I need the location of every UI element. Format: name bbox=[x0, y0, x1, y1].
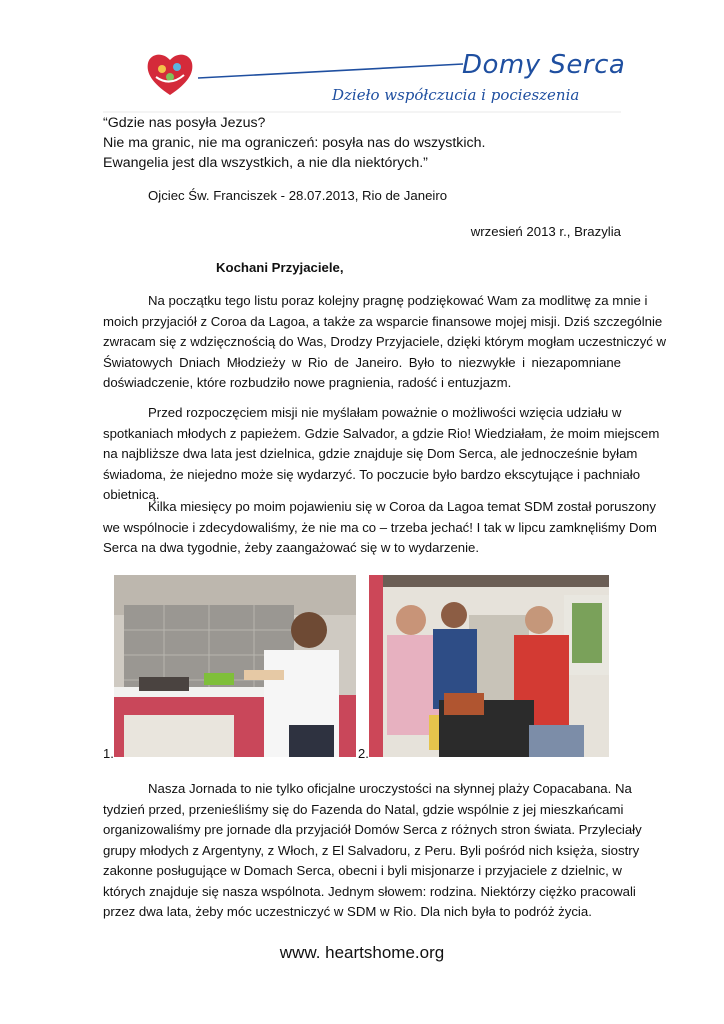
quote-line: Ewangelia jest dla wszystkich, a nie dla niektórych.” bbox=[103, 155, 428, 171]
date-place: wrzesień 2013 r., Brazylia bbox=[470, 224, 621, 239]
paragraph-line: tydzień przed, przenieśliśmy się do Fazenda do Natal, gdzie wspólnie z jej mieszkańcami bbox=[103, 801, 624, 817]
paragraph-line: przez dwa lata, żeby móc uczestniczyć w SDM w Rio. Dla nich była to podróż życia. bbox=[103, 904, 592, 919]
paragraph-line: grupy młodych z Argentyny, z Włoch, z El Salvadoru, z Peru. Byli pośród nich księża, siostry bbox=[103, 842, 640, 858]
photo-caption-1: 1. bbox=[103, 746, 114, 761]
paragraph-line: zakonne posługujące w Domach Serca, obecni i byli misjonarze i przyjaciele z dzielnic, w bbox=[103, 863, 622, 878]
paragraph-line: Przed rozpoczęciem misji nie myślałam poważnie o możliwości wzięcia udziału w bbox=[148, 405, 622, 420]
paragraph-2 bbox=[103, 403, 660, 506]
quote-line: Nie ma granic, nie ma ograniczeń: posyła nas do wszystkich. bbox=[103, 135, 486, 151]
paragraph-line: świadoma, że niejedno może się wydarzyć. To poczucie było bardzo ekscytujące i pachniało bbox=[103, 466, 641, 482]
paragraph-line: organizowaliśmy pre jornade dla przyjaciół Domów Serca z różnych stron świata. Przyleciały bbox=[103, 822, 642, 837]
quote-citation: Ojciec Św. Franciszek - 28.07.2013, Rio de Janeiro bbox=[148, 188, 448, 203]
quote-line: “Gdzie nas posyła Jezus? bbox=[103, 115, 266, 131]
paragraph-line: zwracam się z wdzięcznością do Was, Drodzy Przyjaciele, dzięki którym mogłam uczestniczyć w bbox=[103, 334, 667, 349]
brand-title: Domy Serca bbox=[462, 50, 626, 80]
paragraph-line: Kilka miesięcy po moim pojawieniu się w Coroa da Lagoa temat SDM został poruszony bbox=[148, 499, 656, 514]
paragraph-line: moich przyjaciół z Coroa da Lagoa, a także za wsparcie finansowe mojej misji. Dziś szczególnie bbox=[103, 313, 663, 329]
paragraph-3 bbox=[103, 497, 657, 559]
paragraph-line: Na początku tego listu poraz kolejny pragnę podziękować Wam za modlitwę za mnie i bbox=[148, 293, 648, 308]
paragraph-4 bbox=[103, 779, 642, 923]
paragraph-line: we wspólnocie i zdecydowaliśmy, że nie ma co – trzeba jechać! I tak w lipcu zamknęliśmy Dom bbox=[103, 519, 657, 535]
paragraph-line: Serca na dwa tygodnie, żeby zaangażować się w to wydarzenie. bbox=[103, 540, 480, 555]
paragraph-1 bbox=[103, 291, 667, 394]
salutation: Kochani Przyjaciele, bbox=[216, 260, 344, 275]
heart-logo-icon bbox=[146, 51, 194, 97]
paragraph-line: Nasza Jornada to nie tylko oficjalne uroczystości na słynnej plaży Copacabana. Na bbox=[148, 781, 632, 796]
paragraph-line: których znajduje się nasza wspólnota. Jednym słowem: rodzina. Niektórzy ciężko pracowali bbox=[103, 883, 636, 899]
footer-website: www. heartshome.org bbox=[279, 943, 445, 962]
paragraph-line: spotkaniach młodych z papieżem. Gdzie Salvador, a gdzie Rio! Wiedziałam, że moim miejscem bbox=[103, 425, 660, 441]
photo-kitchen-2 bbox=[369, 575, 609, 757]
brand-subtitle: Dzieło współczucia i pocieszenia bbox=[332, 86, 580, 104]
paragraph-line: na najbliższe dwa lata jest dzielnica, gdzie znajduje się Dom Serca, ale jednocześnie byłam bbox=[103, 446, 638, 461]
paragraph-line: Światowych Dniach Młodzieży w Rio de Janeiro. Było to niezwykłe i niezapomniane bbox=[103, 354, 621, 370]
photo-caption-2: 2. bbox=[358, 746, 369, 761]
photo-kitchen-1 bbox=[114, 575, 356, 757]
paragraph-line: obietnicą. bbox=[103, 487, 160, 502]
paragraph-line: doświadczenie, które rozbudziło nowe pragnienia, radość i entuzjazm. bbox=[103, 375, 512, 390]
pope-quote bbox=[103, 113, 573, 173]
